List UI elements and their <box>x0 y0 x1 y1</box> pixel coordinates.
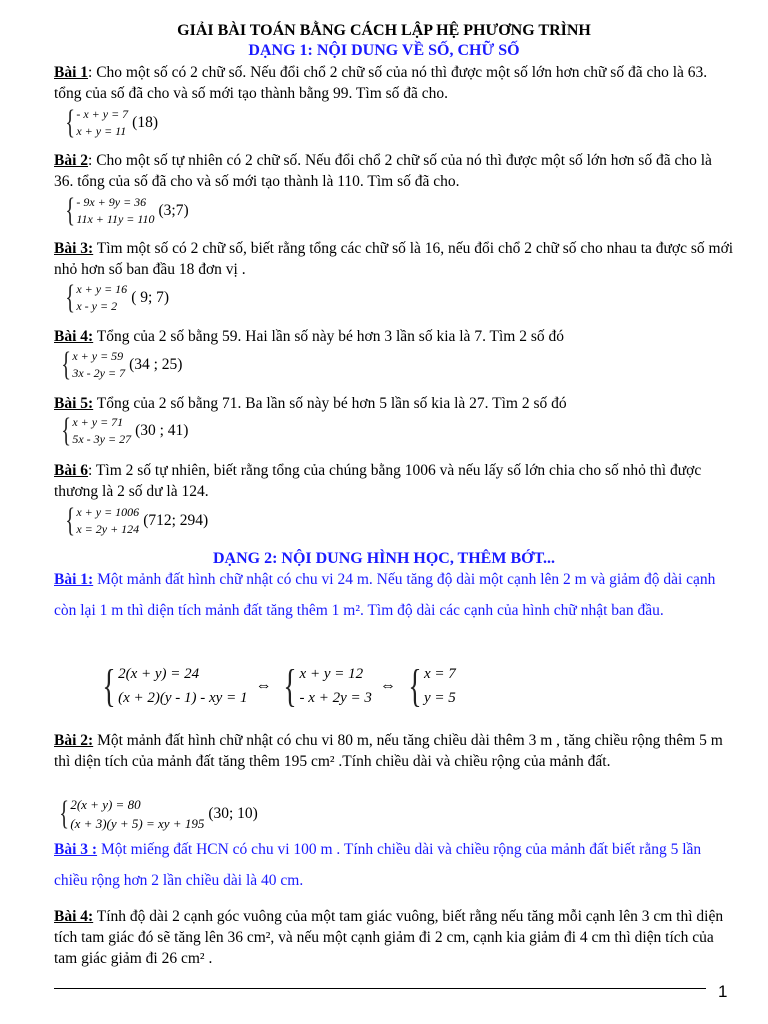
equation-system-1 <box>62 106 158 140</box>
brace-icon: { <box>283 660 298 711</box>
equation: x + y = 71 <box>72 415 124 429</box>
answer: ( 9; 7) <box>131 289 170 306</box>
equation: - x + 2y = 3 <box>299 690 372 706</box>
answer: (3;7) <box>158 202 189 219</box>
equation-system-3 <box>62 281 169 315</box>
equation: y = 5 <box>423 690 456 706</box>
brace-icon: { <box>65 279 76 316</box>
problem-1 <box>54 62 734 104</box>
document-title: GIẢI BÀI TOÁN BẰNG CÁCH LẬP HỆ PHƯƠNG TRÌNH <box>177 22 591 39</box>
problem-label: Bài 6 <box>54 462 89 479</box>
equation: - x + y = 7 <box>76 107 129 121</box>
equation: x = 7 <box>423 666 456 682</box>
problem-label: Bài 1 <box>54 64 89 81</box>
equation-system-4 <box>58 348 182 382</box>
equation: x + y = 59 <box>72 349 124 363</box>
answer: (712; 294) <box>143 512 209 529</box>
problem-6 <box>54 460 734 502</box>
equation: 11x + 11y = 110 <box>76 212 155 226</box>
geo-problem-2 <box>54 730 734 772</box>
equation: x + y = 1006 <box>76 505 140 519</box>
brace-icon: { <box>65 104 76 141</box>
equation: x + y = 16 <box>76 282 128 296</box>
brace-icon: { <box>408 660 422 711</box>
equation: 3x - 2y = 7 <box>72 366 126 380</box>
problem-label: Bài 3 : <box>54 841 98 858</box>
equation: 2(x + y) = 80 <box>70 797 141 812</box>
problem-2 <box>54 150 734 192</box>
problem-text: Tổng của 2 số bằng 59. Hai lần số này bé hơn 3 lần số kia là 7. Tìm 2 số đó <box>93 328 565 345</box>
equation: 2(x + y) = 24 <box>118 666 200 682</box>
page-number: 1 <box>718 982 728 1001</box>
problem-4 <box>54 326 734 347</box>
brace-icon: { <box>102 660 116 711</box>
brace-icon: { <box>65 502 76 539</box>
answer: (30; 10) <box>208 805 258 822</box>
problem-label: Bài 3: <box>54 240 94 257</box>
equivalence-icon: ⇔ <box>379 677 396 694</box>
equation: x - y = 2 <box>76 299 118 313</box>
answer: (18) <box>132 114 158 131</box>
equation: (x + 3)(y + 5) = xy + 195 <box>70 816 205 831</box>
equation: x + y = 12 <box>299 666 364 682</box>
equivalence-icon: ⇔ <box>255 677 272 694</box>
answer: (30 ; 41) <box>135 422 189 439</box>
equation: (x + 2)(y - 1) - xy = 1 <box>118 690 248 706</box>
brace-icon: { <box>61 412 72 449</box>
problem-text: Một miếng đất HCN có chu vi 100 m . Tính chiều dài và chiều rộng của mảnh đất biết rằng 5 lần chiều rộng hơn 2 lần chiều dài là 40 cm. <box>54 841 702 889</box>
equation-system-geo-2 <box>56 795 258 833</box>
equation-system-5 <box>58 414 188 448</box>
problem-text: : Cho một số có 2 chữ số. Nếu đổi chổ 2 chữ số của nó thì được một số lớn hơn chữ số đã cho là 63. tổng của số đã cho và số mới tạo thành bằng 99. Tìm số đã cho. <box>54 64 708 102</box>
problem-label: Bài 4: <box>54 328 94 345</box>
problem-label: Bài 4: <box>54 908 94 925</box>
brace-icon: { <box>59 795 70 832</box>
answer: (34 ; 25) <box>129 356 183 373</box>
problem-text: Một mảnh đất hình chữ nhật có chu vi 80 m, nếu tăng chiều dài thêm 3 m , tăng chiều rộng thêm 5 m thì diện tích của mảnh đất tăng thêm 195 cm² .Tính chiều dài và chiều rộng của mảnh đất. <box>54 732 723 770</box>
problem-text: Tổng của 2 số bằng 71. Ba lần số này bé hơn 5 lần số kia là 27. Tìm 2 số đó <box>93 395 567 412</box>
geo-problem-1 <box>54 564 734 626</box>
geo-problem-3 <box>54 834 734 896</box>
geo-problem-4 <box>54 906 734 969</box>
problem-text: Tính độ dài 2 cạnh góc vuông của một tam giác vuông, biết rằng nếu tăng mỗi cạnh lên 3 cm thì diện tích tam giác đó sẽ tăng lên 36 cm², và nếu một cạnh giảm đi 2 cm, cạnh kia giảm đi 4 cm thì diện tích của tam giác giảm đi 26 cm² . <box>54 908 724 967</box>
problem-text: Một mảnh đất hình chữ nhật có chu vi 24 m. Nếu tăng độ dài một cạnh lên 2 m và giảm độ dài cạnh còn lại 1 m thì diện tích mảnh đất tăng thêm 1 m². Tìm độ dài các cạnh của hình chữ nhật ban đầu. <box>54 571 716 619</box>
equation: x = 2y + 124 <box>76 522 140 536</box>
problem-label: Bài 2 <box>54 152 89 169</box>
problem-text: Tìm một số có 2 chữ số, biết rằng tổng các chữ số là 16, nếu đổi chổ 2 chữ số cho nhau ta được số mới nhỏ hơn số ban đầu 18 đơn vị . <box>54 240 734 278</box>
brace-icon: { <box>61 346 72 383</box>
problem-5 <box>54 393 734 414</box>
problem-label: Bài 5: <box>54 395 94 412</box>
equation: 5x - 3y = 27 <box>72 432 132 446</box>
equation-chain <box>98 662 456 710</box>
problem-3 <box>54 238 734 280</box>
equation: - 9x + 9y = 36 <box>76 195 147 209</box>
equation-system-2 <box>62 194 189 228</box>
section-heading-1: DẠNG 1: NỘI DUNG VỀ SỐ, CHỮ SỐ <box>248 42 520 59</box>
problem-text: : Cho một số tự nhiên có 2 chữ số. Nếu đổi chổ 2 chữ số của nó thì được một số lớn hơn số đã cho là 36. tổng của số đã cho và số mới tạo thành là 110. Tìm số đã cho. <box>54 152 712 190</box>
brace-icon: { <box>65 192 76 229</box>
problem-label: Bài 2: <box>54 732 94 749</box>
footer-rule <box>54 988 706 989</box>
problem-label: Bài 1: <box>54 571 94 588</box>
equation-system-6 <box>62 504 208 538</box>
section-heading-2: DẠNG 2: NỘI DUNG HÌNH HỌC, THÊM BỚT... <box>212 550 556 567</box>
equation: x + y = 11 <box>76 124 127 138</box>
problem-text: : Tìm 2 số tự nhiên, biết rằng tổng của chúng bằng 1006 và nếu lấy số lớn chia cho số nhỏ thì được thương là 2 số dư là 124. <box>54 462 702 500</box>
